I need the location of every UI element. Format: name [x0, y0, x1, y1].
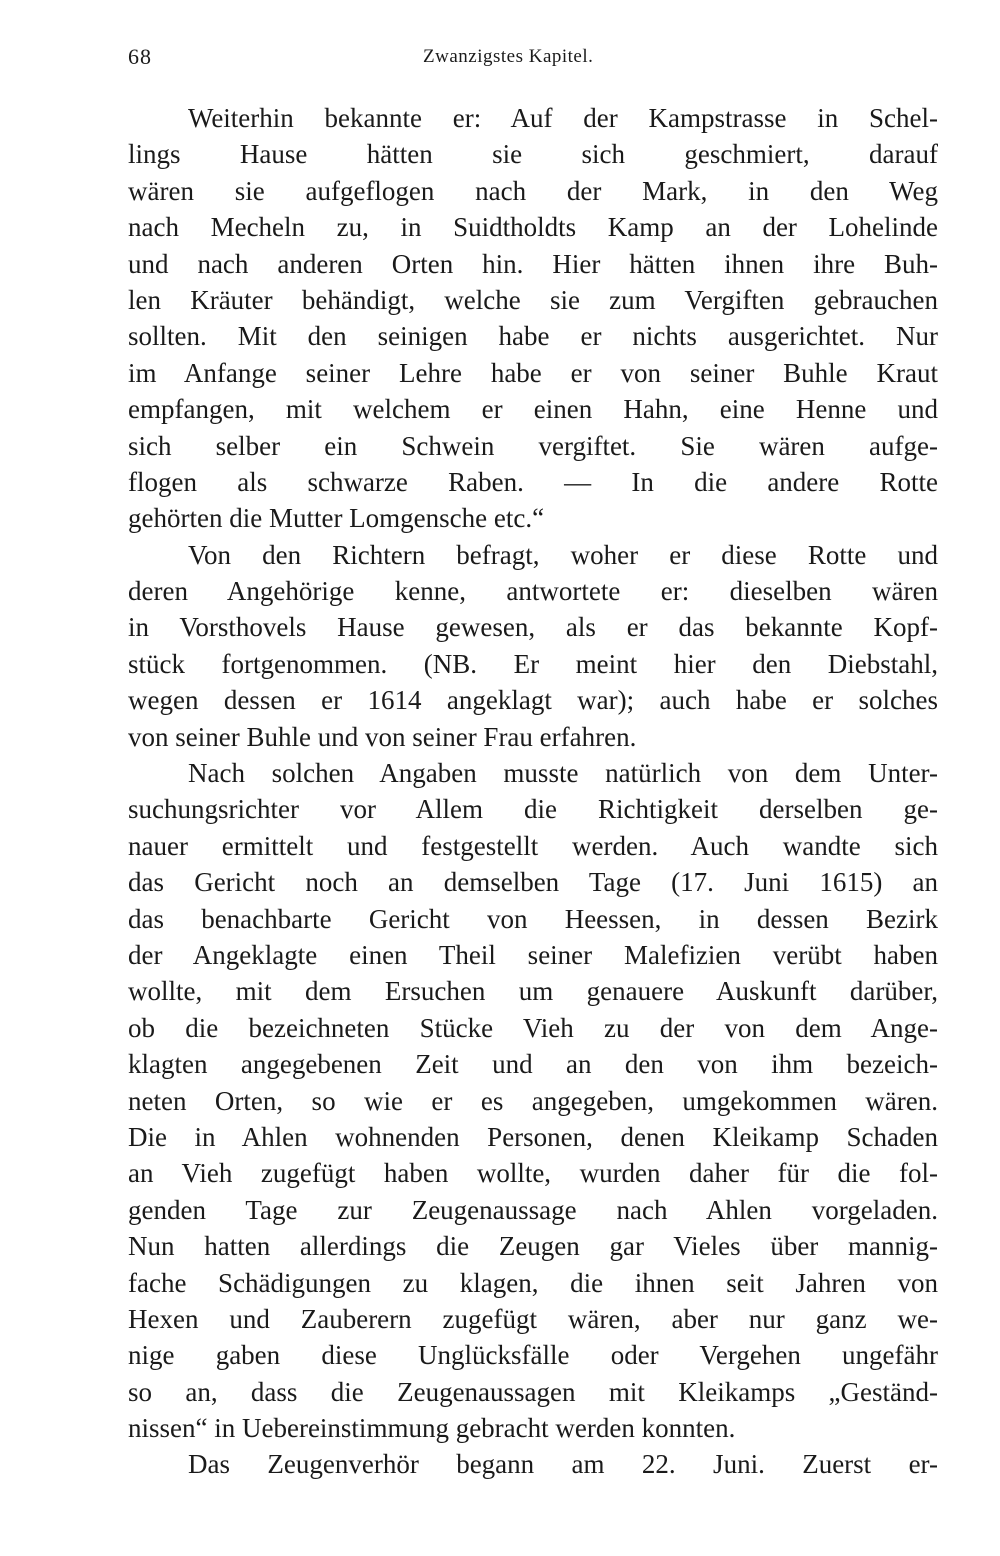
- text-line: und nach anderen Orten hin. Hier hätten ihnen ihre Buh-: [128, 248, 938, 279]
- text-line: neten Orten, so wie er es angegeben, umgekommen wären.: [128, 1085, 938, 1116]
- text-line: Nach solchen Angaben musste natürlich von dem Unter-: [188, 758, 938, 789]
- chapter-title: Zwanzigstes Kapitel.: [423, 46, 594, 67]
- text-line: nach Mecheln zu, in Suidtholdts Kamp an der Lohelinde: [128, 212, 938, 243]
- paragraph-3: [128, 755, 938, 1446]
- text-line: wollte, mit dem Ersuchen um genauere Auskunft darüber,: [128, 976, 938, 1007]
- text-line: empfangen, mit welchem er einen Hahn, eine Henne und: [128, 394, 938, 425]
- text-line: sollten. Mit den seinigen habe er nichts ausgerichtet. Nur: [128, 321, 938, 352]
- paragraph-2: [128, 537, 938, 755]
- text-line: der Angeklagte einen Theil seiner Malefizien verübt haben: [128, 939, 938, 970]
- text-line: gehörten die Mutter Lomgensche etc.“: [128, 503, 545, 534]
- text-line: Das Zeugenverhör begann am 22. Juni. Zuerst er-: [188, 1449, 938, 1480]
- text-line: fache Schädigungen zu klagen, die ihnen seit Jahren von: [128, 1267, 938, 1298]
- text-line: von seiner Buhle und von seiner Frau erfahren.: [128, 721, 637, 752]
- running-head: [128, 44, 938, 74]
- text-line: klagten angegebenen Zeit und an den von ihm bezeich-: [128, 1049, 938, 1080]
- text-line: Nun hatten allerdings die Zeugen gar Vieles über mannig-: [128, 1231, 938, 1262]
- text-line: nauer ermittelt und festgestellt werden. Auch wandte sich: [128, 830, 938, 861]
- text-line: im Anfange seiner Lehre habe er von seiner Buhle Kraut: [128, 357, 938, 388]
- text-line: wegen dessen er 1614 angeklagt war); auch habe er solches: [128, 685, 938, 716]
- text-line: nissen“ in Uebereinstimmung gebracht werden konnten.: [128, 1413, 736, 1444]
- text-line: flogen als schwarze Raben. — In die andere Rotte: [128, 466, 938, 497]
- text-line: Hexen und Zauberern zugefügt wären, aber nur ganz we-: [128, 1303, 938, 1334]
- text-line: in Vorsthovels Hause gewesen, als er das bekannte Kopf-: [128, 612, 938, 643]
- text-line: nige gaben diese Unglücksfälle oder Vergehen ungefähr: [128, 1340, 938, 1371]
- paragraph-1: [128, 100, 938, 537]
- text-line: deren Angehörige kenne, antwortete er: dieselben wären: [128, 576, 938, 607]
- text-line: so an, dass die Zeugenaussagen mit Kleikamps „Geständ-: [128, 1376, 938, 1407]
- text-line: wären sie aufgeflogen nach der Mark, in den Weg: [128, 175, 938, 206]
- paragraph-4: [128, 1446, 938, 1482]
- text-line: stück fortgenommen. (NB. Er meint hier den Diebstahl,: [128, 648, 938, 679]
- text-line: Von den Richtern befragt, woher er diese Rotte und: [188, 539, 938, 570]
- text-line: an Vieh zugefügt haben wollte, wurden daher für die fol-: [128, 1158, 938, 1189]
- text-line: sich selber ein Schwein vergiftet. Sie wären aufge-: [128, 430, 938, 461]
- text-line: Die in Ahlen wohnenden Personen, denen Kleikamp Schaden: [128, 1121, 938, 1152]
- page-number: 68: [128, 44, 152, 69]
- text-line: ob die bezeichneten Stücke Vieh zu der von dem Ange-: [128, 1012, 938, 1043]
- text-line: Weiterhin bekannte er: Auf der Kampstrasse in Schel-: [188, 103, 938, 133]
- text-line: lings Hause hätten sie sich geschmiert, darauf: [128, 139, 938, 170]
- text-line: das Gericht noch an demselben Tage (17. Juni 1615) an: [128, 867, 938, 898]
- text-line: len Kräuter behändigt, welche sie zum Vergiften gebrauchen: [128, 284, 938, 315]
- text-line: genden Tage zur Zeugenaussage nach Ahlen vorgeladen.: [128, 1194, 938, 1225]
- text-line: suchungsrichter vor Allem die Richtigkeit derselben ge-: [128, 794, 938, 825]
- body-text: [128, 100, 938, 1483]
- text-line: das benachbarte Gericht von Heessen, in dessen Bezirk: [128, 903, 938, 934]
